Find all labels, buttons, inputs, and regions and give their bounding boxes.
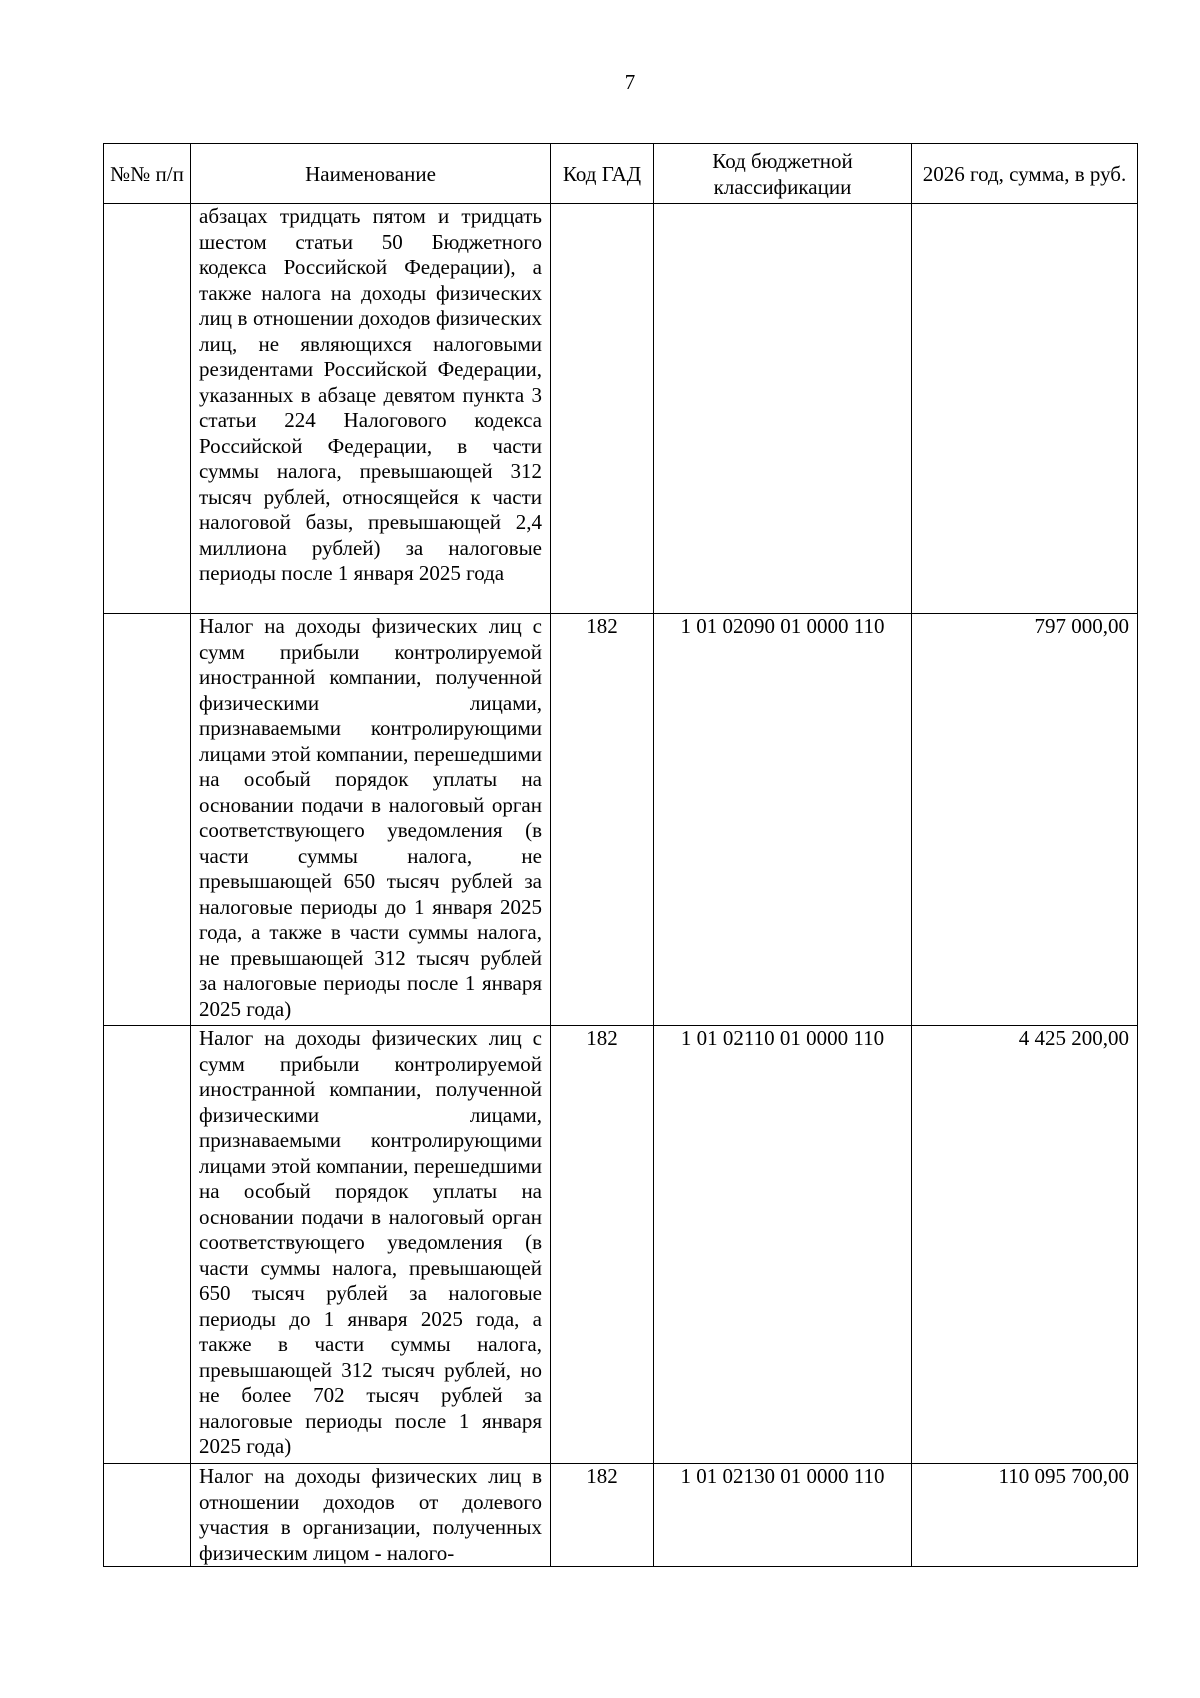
cell-name: Налог на доходы физических лиц с сумм прибыли контролируемой иностранной компании, полученной физическими лицами, признаваемыми контролирующими лицами этой компании, перешедшими на особый порядок уплаты на основании подачи в налоговый орган соответствующего уведомления (в части суммы налога, превышающей 650 тысяч рублей за налоговые периоды до 1 января 2025 года, а также в части суммы налога, превышающей 312 тысяч рублей, но не более 702 тысяч рублей за налоговые периоды после 1 января 2025 года): [191, 1026, 551, 1464]
table-body: [104, 204, 1138, 1567]
header-num: №№ п/п: [104, 144, 191, 204]
cell-num: [104, 1464, 191, 1567]
header-row: [104, 144, 1138, 204]
table-row: [104, 1026, 1138, 1464]
table-row: [104, 614, 1138, 1026]
cell-num: [104, 1026, 191, 1464]
table-row: [104, 1464, 1138, 1567]
cell-kbk: 1 01 02130 01 0000 110: [654, 1464, 912, 1567]
header-gad: Код ГАД: [551, 144, 654, 204]
page-number: 7: [624, 70, 636, 94]
budget-revenue-table: [103, 143, 1138, 1567]
header-kbk: Код бюджетной классификации: [654, 144, 912, 204]
cell-gad: [551, 204, 654, 614]
cell-gad: 182: [551, 1464, 654, 1567]
cell-sum: 797 000,00: [912, 614, 1138, 1026]
cell-gad: 182: [551, 614, 654, 1026]
cell-num: [104, 204, 191, 614]
header-sum: 2026 год, сумма, в руб.: [912, 144, 1138, 204]
cell-sum: [912, 204, 1138, 614]
header-name: Наименование: [191, 144, 551, 204]
cell-kbk: [654, 204, 912, 614]
cell-name: абзацах тридцать пятом и тридцать шестом статьи 50 Бюджетного кодекса Российской Федерации), а также налога на доходы физических лиц в отношении доходов физических лиц, не являющихся налоговыми резидентами Российской Федерации, указанных в абзаце девятом пункта 3 статьи 224 Налогового кодекса Российской Федерации, в части суммы налога, превышающей 312 тысяч рублей, относящейся к части налоговой базы, превышающей 2,4 миллиона рублей) за налоговые периоды после 1 января 2025 года: [191, 204, 551, 614]
cell-sum: 4 425 200,00: [912, 1026, 1138, 1464]
cell-name: Налог на доходы физических лиц в отношении доходов от долевого участия в организации, полученных физическим лицом - налого-: [191, 1464, 551, 1567]
table-row: [104, 204, 1138, 614]
cell-sum: 110 095 700,00: [912, 1464, 1138, 1567]
cell-name: Налог на доходы физических лиц с сумм прибыли контролируемой иностранной компании, полученной физическими лицами, признаваемыми контролирующими лицами этой компании, перешедшими на особый порядок уплаты на основании подачи в налоговый орган соответствующего уведомления (в части суммы налога, не превышающей 650 тысяч рублей за налоговые периоды до 1 января 2025 года, а также в части суммы налога, не превышающей 312 тысяч рублей за налоговые периоды после 1 января 2025 года): [191, 614, 551, 1026]
cell-gad: 182: [551, 1026, 654, 1464]
cell-num: [104, 614, 191, 1026]
cell-kbk: 1 01 02110 01 0000 110: [654, 1026, 912, 1464]
table-header: [104, 144, 1138, 204]
cell-kbk: 1 01 02090 01 0000 110: [654, 614, 912, 1026]
